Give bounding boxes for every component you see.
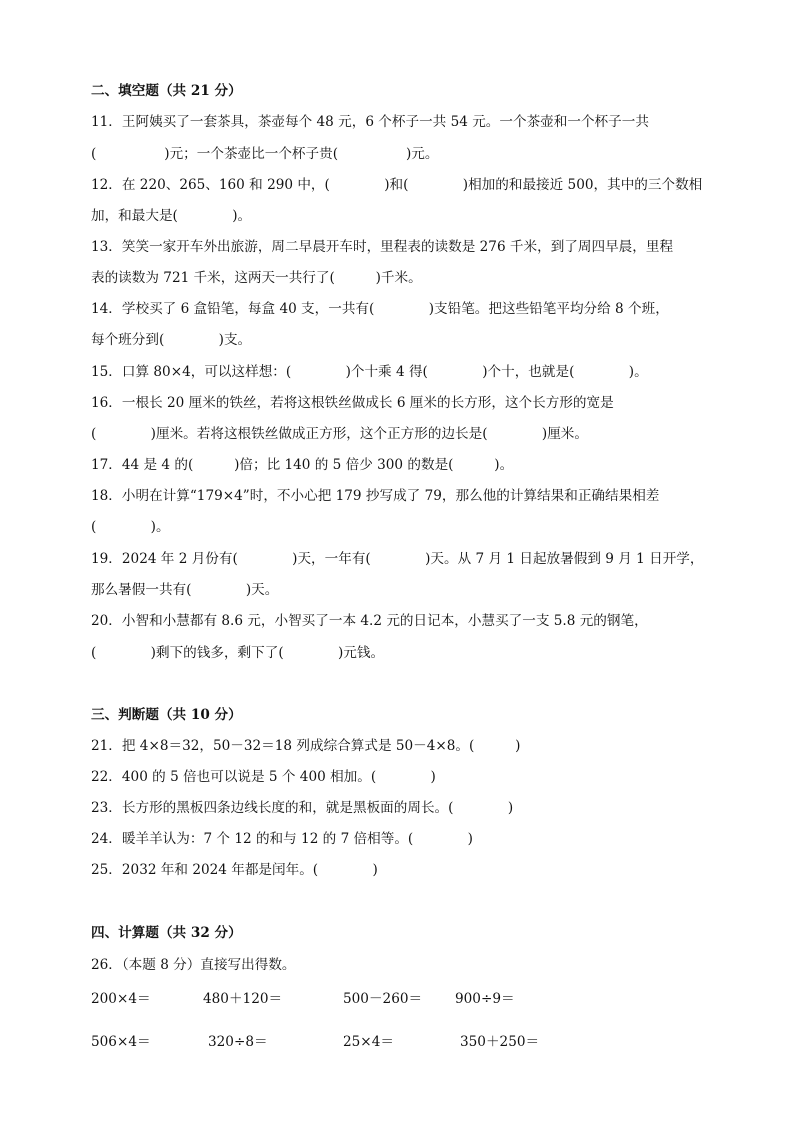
question-line: 12．在 220、265、160 和 290 中，( )和( )相加的和最接近 500，其中的三个数相 — [91, 177, 703, 193]
question-line: 25．2032 年和 2024 年都是闰年。( ) — [91, 862, 378, 878]
question-line: ( )剩下的钱多，剩下了( )元钱。 — [91, 645, 385, 661]
question-line: 24．暖羊羊认为：7 个 12 的和与 12 的 7 倍相等。( ) — [91, 831, 473, 847]
question-line: 15．口算 80×4，可以这样想：( )个十乘 4 得( )个十，也就是( )。 — [91, 364, 648, 380]
question-line: 11．王阿姨买了一套茶具，茶壶每个 48 元，6 个杯子一共 54 元。一个茶壶和一个杯子一共 — [91, 114, 649, 130]
question-line: 23．长方形的黑板四条边线长度的和，就是黑板面的周长。( ) — [91, 800, 514, 816]
question-line: 表的读数为 721 千米，这两天一共行了( )千米。 — [91, 270, 422, 286]
question-line: 14．学校买了 6 盒铅笔，每盒 40 支，一共有( )支铅笔。把这些铅笔平均分给 8 个班， — [91, 301, 669, 317]
calc-item: 320÷8＝ — [208, 1034, 268, 1050]
calc-item: 480＋120＝ — [203, 991, 283, 1007]
question-line: ( )。 — [91, 519, 170, 535]
question-line: 18．小明在计算“179×4”时，不小心把 179 抄写成了 79，那么他的计算结果和正确结果相差 — [91, 488, 660, 504]
question-line: 20．小智和小慧都有 8.6 元，小智买了一本 4.2 元的日记本，小慧买了一支 5.8 元的钢笔， — [91, 613, 648, 629]
calc-item: 500－260＝ — [343, 991, 423, 1007]
calc-item: 200×4＝ — [91, 991, 151, 1007]
question-line: 22．400 的 5 倍也可以说是 5 个 400 相加。( ) — [91, 769, 436, 785]
section-heading-calc: 四、计算题（共 32 分） — [91, 925, 242, 941]
question-line: 16．一根长 20 厘米的铁丝，若将这根铁丝做成长 6 厘米的长方形，这个长方形的宽是 — [91, 395, 614, 411]
question-line: ( )厘米。若将这根铁丝做成正方形，这个正方形的边长是( )厘米。 — [91, 426, 588, 442]
question-line: ( )元；一个茶壶比一个杯子贵( )元。 — [91, 146, 439, 162]
calc-item: 25×4＝ — [343, 1034, 394, 1050]
section-heading-judge: 三、判断题（共 10 分） — [91, 707, 242, 723]
question-line: 21．把 4×8＝32，50－32＝18 列成综合算式是 50－4×8。( ) — [91, 738, 521, 754]
question-line: 那么暑假一共有( )天。 — [91, 582, 279, 598]
section-heading-fill: 二、填空题（共 21 分） — [91, 83, 242, 99]
calc-item: 350＋250＝ — [460, 1034, 540, 1050]
question-line: 13．笑笑一家开车外出旅游，周二早晨开车时，里程表的读数是 276 千米，到了周四早晨，里程 — [91, 239, 674, 255]
question-line: 26．（本题 8 分）直接写出得数。 — [91, 957, 296, 973]
question-line: 19．2024 年 2 月份有( )天，一年有( )天。从 7 月 1 日起放暑假到 9 月 1 日开学， — [91, 551, 704, 567]
question-line: 加，和最大是( )。 — [91, 208, 252, 224]
calc-item: 900÷9＝ — [455, 991, 515, 1007]
question-line: 每个班分到( )支。 — [91, 332, 252, 348]
calc-item: 506×4＝ — [91, 1034, 151, 1050]
question-line: 17．44 是 4 的( )倍；比 140 的 5 倍少 300 的数是( )。 — [91, 457, 514, 473]
